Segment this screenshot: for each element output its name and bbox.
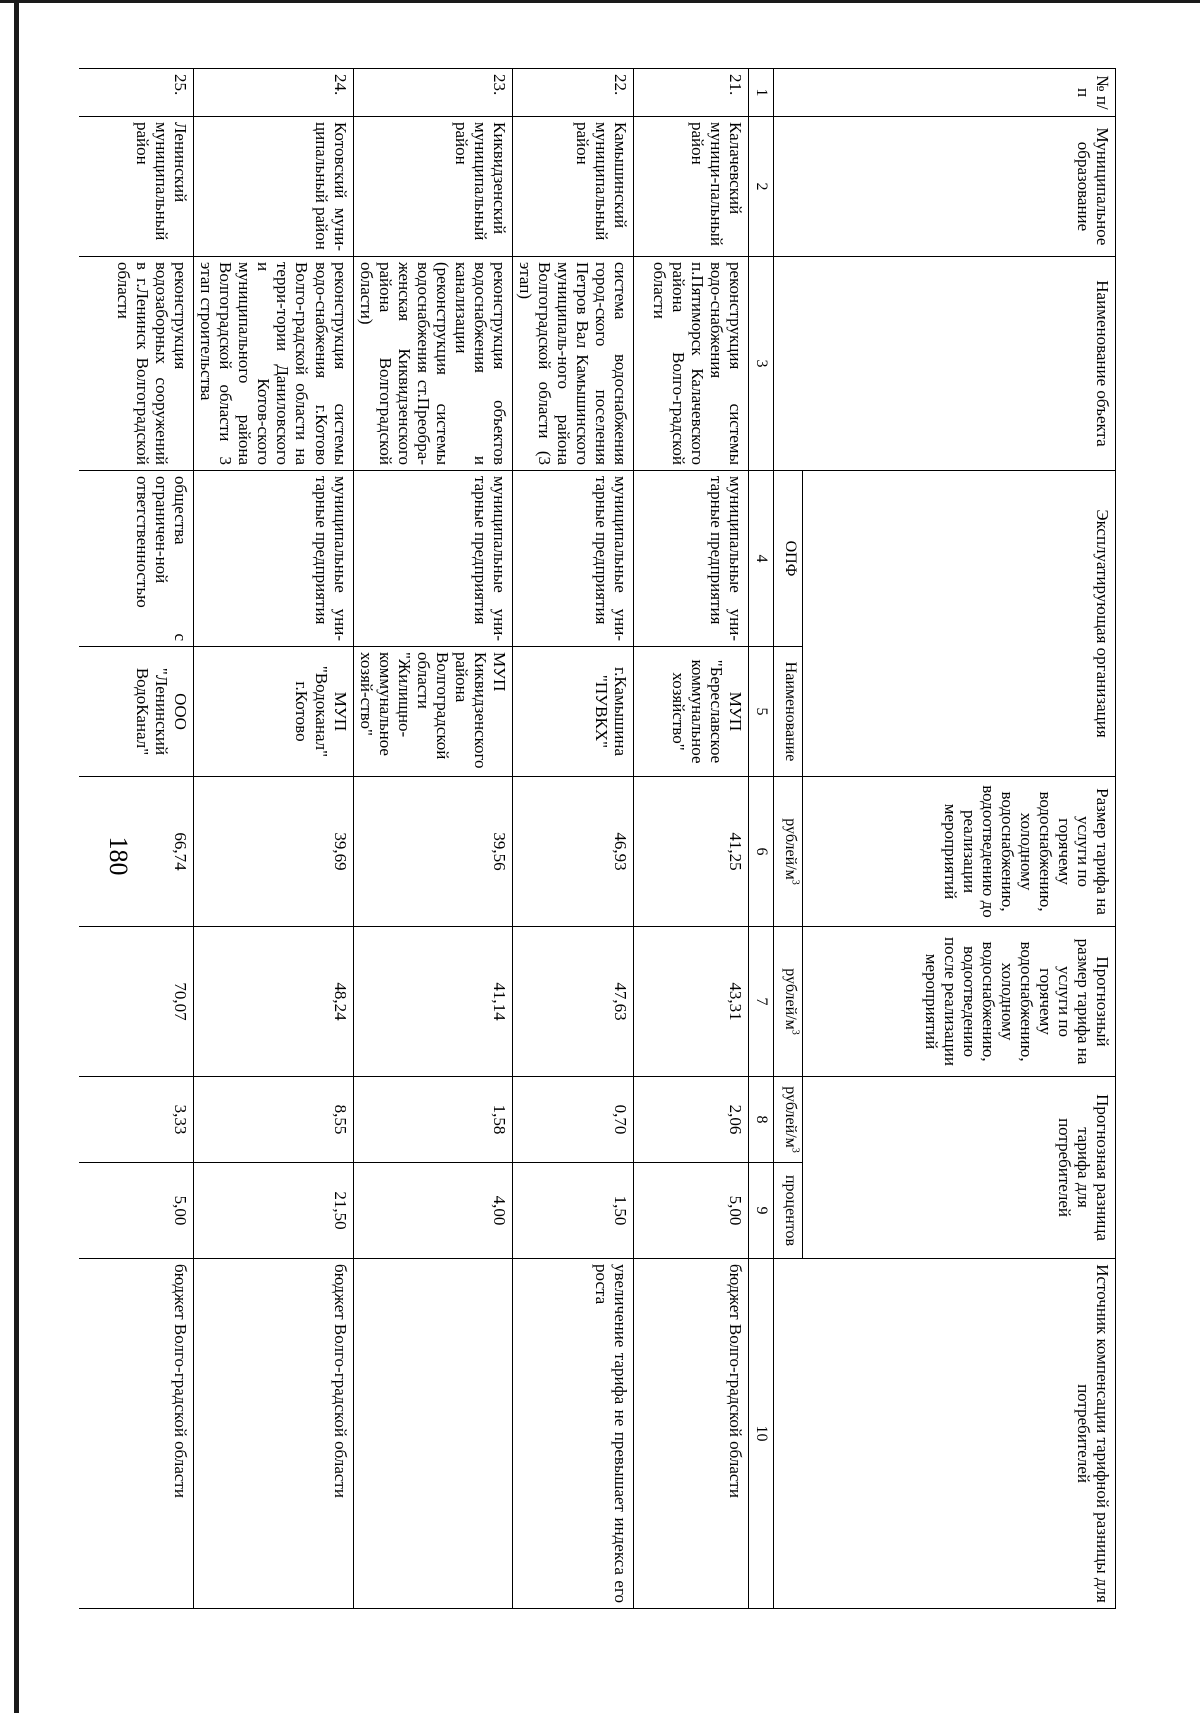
header-opf: ОПФ bbox=[774, 471, 803, 647]
row-tariff-after: 70,07 bbox=[79, 927, 194, 1077]
unit-tariff-after bbox=[774, 927, 803, 1077]
unit-rub: рублей/м bbox=[782, 968, 799, 1030]
unit-rub: рублей/м bbox=[782, 818, 799, 880]
row-diff-percent: 5,00 bbox=[634, 1163, 749, 1259]
row-source: бюджет Волго-градской области bbox=[194, 1259, 353, 1609]
column-number: 4 bbox=[749, 471, 774, 647]
scan-edge-left bbox=[14, 0, 19, 1713]
row-diff-rub: 8,55 bbox=[194, 1077, 353, 1163]
row-tariff-after: 41,14 bbox=[353, 927, 512, 1077]
row-tariff-after: 43,31 bbox=[634, 927, 749, 1077]
row-object: реконструкция системы водо-снабжения п.Пятиморск Калачевского района Волго-градской области bbox=[634, 257, 749, 471]
table-row bbox=[79, 69, 194, 1609]
row-diff-rub: 3,33 bbox=[79, 1077, 194, 1163]
unit-tariff-before bbox=[774, 777, 803, 927]
row-num: 22. bbox=[512, 69, 633, 117]
column-number: 6 bbox=[749, 777, 774, 927]
row-opf: муниципальные уни-тарные предприятия bbox=[512, 471, 633, 647]
row-diff-rub: 2,06 bbox=[634, 1077, 749, 1163]
row-diff-percent: 21,50 bbox=[194, 1163, 353, 1259]
row-tariff-after: 48,24 bbox=[194, 927, 353, 1077]
tariff-table bbox=[79, 68, 1116, 1609]
row-org: ООО "Ленинский ВодоКанал" bbox=[79, 647, 194, 777]
row-diff-rub: 1,58 bbox=[353, 1077, 512, 1163]
row-num: 24. bbox=[194, 69, 353, 117]
column-number: 3 bbox=[749, 257, 774, 471]
row-object: реконструкция водозаборных сооружений в г.Ленинск Волгоградской области bbox=[79, 257, 194, 471]
row-org: МУП "Береславское коммунальное хозяйство" bbox=[634, 647, 749, 777]
row-num: 21. bbox=[634, 69, 749, 117]
unit-cube: 3 bbox=[789, 1029, 801, 1035]
header-org-name: Наименование bbox=[774, 647, 803, 777]
row-org: МУП "Водоканал" г.Котово bbox=[194, 647, 353, 777]
row-municipality: Камышинский муниципальный район bbox=[512, 117, 633, 257]
header-tariff-after: Прогнозный размер тарифа на услуги по горячему водоснабжению, холодному водоснабжению, водоотведению после реализации мероприятий bbox=[803, 927, 1116, 1077]
row-opf: муниципальные уни-тарные предприятия bbox=[353, 471, 512, 647]
row-num: 25. bbox=[79, 69, 194, 117]
header-tariff-before: Размер тарифа на услуги по горячему водоснабжению, холодному водоснабжению, водоотведению до реализации мероприятий bbox=[803, 777, 1116, 927]
row-tariff-before: 39,69 bbox=[194, 777, 353, 927]
row-diff-percent: 5,00 bbox=[79, 1163, 194, 1259]
header-operator: Эксплуатирующая организация bbox=[803, 471, 1116, 777]
row-num: 23. bbox=[353, 69, 512, 117]
row-org: МУП Киквидзенского района Волгоградской области "Жилищно-коммунальное хозяй-ство" bbox=[353, 647, 512, 777]
row-diff-percent: 1,50 bbox=[512, 1163, 633, 1259]
unit-rub: рублей/м bbox=[782, 1086, 799, 1148]
row-source: бюджет Волго-градской области bbox=[634, 1259, 749, 1609]
row-tariff-before: 41,25 bbox=[634, 777, 749, 927]
header-municipality: Муниципальное образование bbox=[774, 117, 1116, 257]
row-municipality: Калачевский муници-пальный район bbox=[634, 117, 749, 257]
column-number: 5 bbox=[749, 647, 774, 777]
rotated-table-container bbox=[116, 68, 1116, 1608]
column-number: 10 bbox=[749, 1259, 774, 1609]
row-diff-percent: 4,00 bbox=[353, 1163, 512, 1259]
row-opf: муниципальные уни-тарные предприятия bbox=[194, 471, 353, 647]
row-municipality: Киквидзенский муниципальный район bbox=[353, 117, 512, 257]
row-diff-rub: 0,70 bbox=[512, 1077, 633, 1163]
row-municipality: Котовский муни-ципальный район bbox=[194, 117, 353, 257]
column-number: 8 bbox=[749, 1077, 774, 1163]
column-number: 9 bbox=[749, 1163, 774, 1259]
row-tariff-before: 39,56 bbox=[353, 777, 512, 927]
row-opf: общества с ограничен-ной ответственностью bbox=[79, 471, 194, 647]
header-compensation: Источник компенсации тарифной разницы для потребителей bbox=[774, 1259, 1116, 1609]
column-number: 1 bbox=[749, 69, 774, 117]
header-object: Наименование объекта bbox=[774, 257, 1116, 471]
row-source: увеличение тарифа не превышает индекса его роста bbox=[512, 1259, 633, 1609]
row-source bbox=[353, 1259, 512, 1609]
column-number: 2 bbox=[749, 117, 774, 257]
table-row bbox=[353, 69, 512, 1609]
unit-diff-percent: процентов bbox=[774, 1163, 803, 1259]
scan-edge-top bbox=[0, 0, 1200, 3]
table-row bbox=[512, 69, 633, 1609]
row-object: реконструкция объектов водоснабжения и канализации (реконструкция системы водоснабжения ст.Преобра-женская Киквидзенского района Волгоградской области) bbox=[353, 257, 512, 471]
row-municipality: Ленинский муниципальный район bbox=[79, 117, 194, 257]
header-difference: Прогнозная разница тарифа для потребителей bbox=[803, 1077, 1116, 1259]
row-tariff-after: 47,63 bbox=[512, 927, 633, 1077]
row-tariff-before: 46,93 bbox=[512, 777, 633, 927]
row-tariff-before: 66,74 bbox=[79, 777, 194, 927]
row-opf: муниципальные уни-тарные предприятия bbox=[634, 471, 749, 647]
page-number: 180 bbox=[104, 836, 133, 876]
unit-diff-rub bbox=[774, 1077, 803, 1163]
row-org: г.Камышина "ПУВКХ" bbox=[512, 647, 633, 777]
unit-cube: 3 bbox=[789, 879, 801, 885]
header-num: № п/п bbox=[774, 69, 1116, 117]
row-source: бюджет Волго-градской области bbox=[79, 1259, 194, 1609]
table-row bbox=[634, 69, 749, 1609]
row-object: реконструкция системы водо-снабжения г.Котово Волго-градской области на терри-тории Даниловского и Котов-ского муниципального района Волгоградской области 3 этап строительства bbox=[194, 257, 353, 471]
row-object: система водоснабжения город-ского поселения Петров Вал Камышинского муниципаль-ного района Волгоградской области (3 этап) bbox=[512, 257, 633, 471]
unit-cube: 3 bbox=[789, 1147, 801, 1153]
column-number: 7 bbox=[749, 927, 774, 1077]
table-row bbox=[194, 69, 353, 1609]
